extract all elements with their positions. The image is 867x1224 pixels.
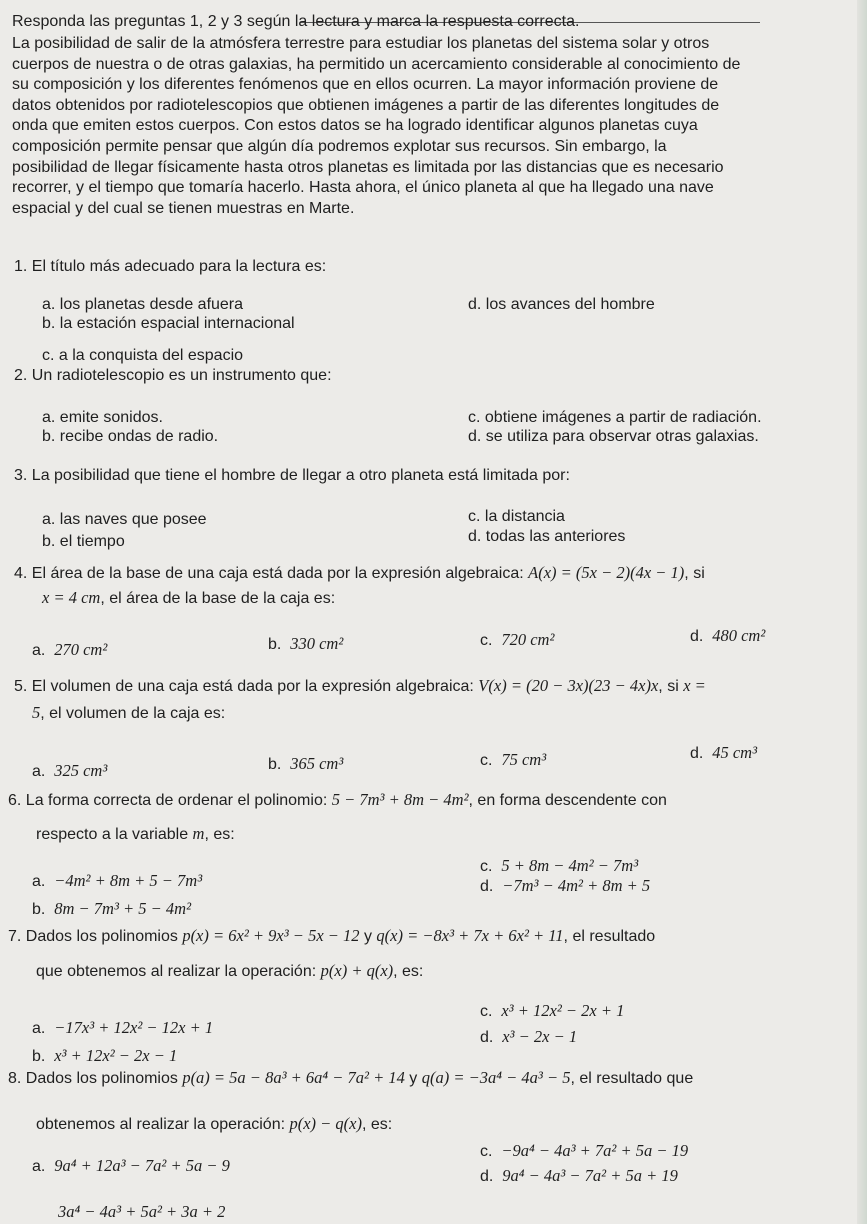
q8-q-polynomial: q(a) = −3a⁴ − 4a³ − 5 xyxy=(421,1068,571,1087)
q3-option-b[interactable]: b. el tiempo xyxy=(42,533,125,550)
reading-line: La posibilidad de salir de la atmósfera terrestre para estudiar los planetas del sistema solar y otros xyxy=(12,35,710,52)
q4-area-expression: A(x) = (5x − 2)(4x − 1) xyxy=(528,563,685,582)
q7-option-b[interactable]: b. x³ + 12x² − 2x − 1 xyxy=(32,1046,178,1065)
q6-stem: 6. La forma correcta de ordenar el polinomio: 5 − 7m³ + 8m − 4m², en forma descendente con xyxy=(8,790,667,809)
q5-option-d[interactable]: d. 45 cm³ xyxy=(690,743,758,762)
q2-option-b[interactable]: b. recibe ondas de radio. xyxy=(42,428,219,445)
q2-stem: 2. Un radiotelescopio es un instrumento que: xyxy=(14,367,332,384)
q6-option-d[interactable]: d. −7m³ − 4m² + 8m + 5 xyxy=(480,876,651,895)
q8-stem-line2: obtenemos al realizar la operación: p(x) − q(x), es: xyxy=(36,1114,393,1133)
page-edge xyxy=(857,0,867,1224)
q6-stem-line2: respecto a la variable m, es: xyxy=(36,824,235,843)
q4-option-b[interactable]: b. 330 cm² xyxy=(268,634,344,653)
q8-stem: 8. Dados los polinomios p(a) = 5a − 8a³ + 6a⁴ − 7a² + 14 y q(a) = −3a⁴ − 4a³ − 5, el resultado que xyxy=(8,1068,694,1087)
q2-option-c[interactable]: c. obtiene imágenes a partir de radiación. xyxy=(468,409,762,426)
q1-option-a[interactable]: a. los planetas desde afuera xyxy=(42,296,244,313)
q2-option-d[interactable]: d. se utiliza para observar otras galaxias. xyxy=(468,428,759,445)
q7-q-polynomial: q(x) = −8x³ + 7x + 6x² + 11 xyxy=(376,926,564,945)
reading-line: espacial y del cual se tienen muestras en Marte. xyxy=(12,199,355,217)
q6-option-a[interactable]: a. −4m² + 8m + 5 − 7m³ xyxy=(32,871,203,890)
q4-option-d[interactable]: d. 480 cm² xyxy=(690,626,766,645)
q1-option-c[interactable]: c. a la conquista del espacio xyxy=(42,347,244,364)
q4-option-a[interactable]: a. 270 cm² xyxy=(32,640,108,659)
reading-line: composición permite pensar que algún día podremos explotar sus recursos. Sin embargo, la xyxy=(12,137,667,155)
q5-volume-expression: V(x) = (20 − 3x)(23 − 4x)x xyxy=(478,676,659,695)
q4-option-c[interactable]: c. 720 cm² xyxy=(480,630,555,649)
reading-line: datos obtenidos por radiotelescopios que obtienen imágenes a partir de las diferentes longitudes de xyxy=(12,96,720,114)
q7-option-d[interactable]: d. x³ − 2x − 1 xyxy=(480,1027,578,1046)
q5-stem: 5. El volumen de una caja está dada por la expresión algebraica: V(x) = (20 − 3x)(23 − 4x)x, si x = xyxy=(14,676,706,695)
q7-stem-line2: que obtenemos al realizar la operación: p(x) + q(x), es: xyxy=(36,961,424,980)
q3-option-c[interactable]: c. la distancia xyxy=(468,508,565,525)
q8-option-b[interactable]: 3a⁴ − 4a³ + 5a² + 3a + 2 xyxy=(58,1202,226,1221)
reading-line: su composición y los diferentes fenómenos que en ellos ocurren. La mayor información proviene de xyxy=(12,76,719,94)
reading-line: onda que emiten estos cuerpos. Con estos datos se ha logrado identificar algunos planetas cuya xyxy=(12,117,698,135)
q7-option-c[interactable]: c. x³ + 12x² − 2x + 1 xyxy=(480,1001,625,1020)
q3-stem: 3. La posibilidad que tiene el hombre de llegar a otro planeta está limitada por: xyxy=(14,467,570,484)
q1-stem: 1. El título más adecuado para la lectura es: xyxy=(14,258,327,275)
q7-stem: 7. Dados los polinomios p(x) = 6x² + 9x³ − 5x − 12 y q(x) = −8x³ + 7x + 6x² + 11, el resultado xyxy=(8,926,656,945)
q3-option-d[interactable]: d. todas las anteriores xyxy=(468,528,626,545)
q5-option-a[interactable]: a. 325 cm³ xyxy=(32,761,108,780)
q8-option-a[interactable]: a. 9a⁴ + 12a³ − 7a² + 5a − 9 xyxy=(32,1156,230,1175)
q7-option-a[interactable]: a. −17x³ + 12x² − 12x + 1 xyxy=(32,1018,214,1037)
q5-stem-line2: 5, el volumen de la caja es: xyxy=(32,703,226,722)
q4-stem: 4. El área de la base de una caja está dada por la expresión algebraica: A(x) = (5x − 2)(4x − 1), si xyxy=(14,563,705,582)
q5-option-c[interactable]: c. 75 cm³ xyxy=(480,750,547,769)
reading-line: cuerpos de nuestra o de otras galaxias, ha permitido un acercamiento considerable al conocimiento de xyxy=(12,55,741,73)
q3-option-a[interactable]: a. las naves que posee xyxy=(42,511,207,528)
reading-passage xyxy=(12,34,772,219)
q8-p-polynomial: p(a) = 5a − 8a³ + 6a⁴ − 7a² + 14 xyxy=(182,1068,405,1087)
q1-option-d[interactable]: d. los avances del hombre xyxy=(468,296,655,313)
q8-option-c[interactable]: c. −9a⁴ − 4a³ + 7a² + 5a − 19 xyxy=(480,1141,689,1160)
reading-line: posibilidad de llegar físicamente hasta otros planetas es limitada por las distancias que es necesario xyxy=(12,158,724,176)
q4-stem-line2: x = 4 cm, el área de la base de la caja es: xyxy=(42,588,336,607)
q5-option-b[interactable]: b. 365 cm³ xyxy=(268,754,344,773)
q6-option-b[interactable]: b. 8m − 7m³ + 5 − 4m² xyxy=(32,899,192,918)
q6-polynomial: 5 − 7m³ + 8m − 4m² xyxy=(331,790,469,809)
q8-option-d[interactable]: d. 9a⁴ − 4a³ − 7a² + 5a + 19 xyxy=(480,1166,678,1185)
q6-option-c[interactable]: c. 5 + 8m − 4m² − 7m³ xyxy=(480,856,639,875)
instruction-text: Responda las preguntas 1, 2 y 3 según la lectura y marca la respuesta correcta. xyxy=(12,13,580,30)
q7-p-polynomial: p(x) = 6x² + 9x³ − 5x − 12 xyxy=(182,926,360,945)
q1-option-b[interactable]: b. la estación espacial internacional xyxy=(42,315,295,332)
reading-line: recorrer, y el tiempo que tomaría hacerlo. Hasta ahora, el único planeta al que ha llegado una nave xyxy=(12,179,714,197)
q2-option-a[interactable]: a. emite sonidos. xyxy=(42,409,163,426)
